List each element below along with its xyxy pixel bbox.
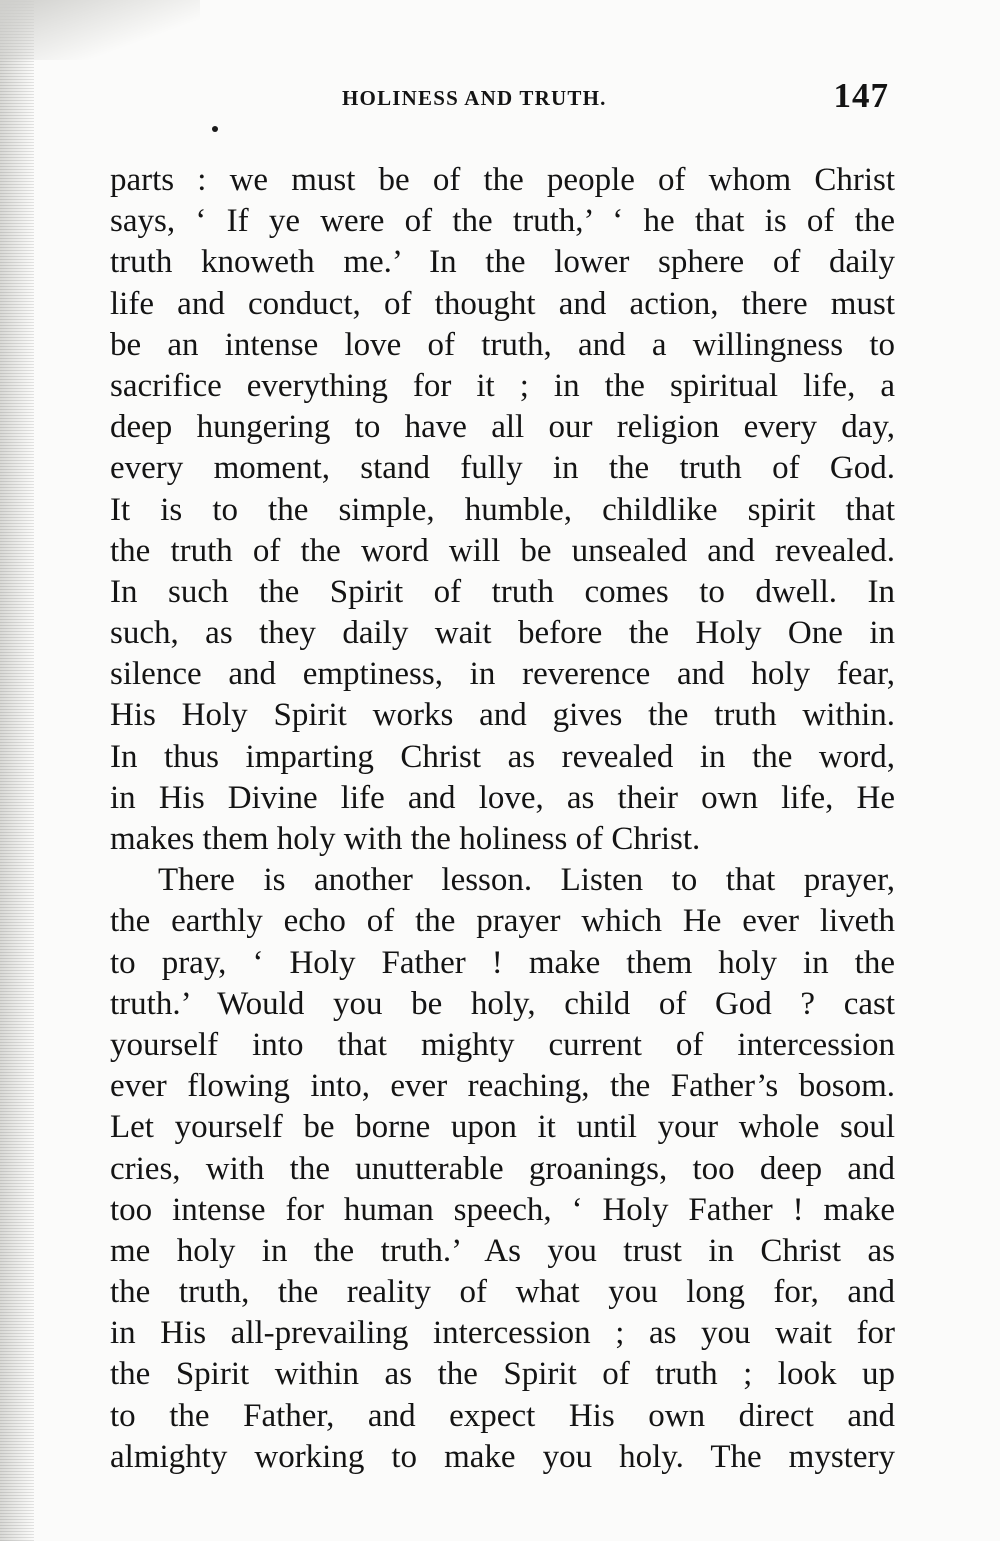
text-line: the Spirit within as the Spirit of truth ; look up	[110, 1356, 895, 1393]
ink-speck	[212, 126, 218, 132]
text-line-paragraph-end: makes them holy with the holiness of Christ.	[110, 821, 701, 857]
text-line: parts : we must be of the people of whom Christ	[110, 162, 895, 198]
text-line: in His Divine life and love, as their own life, He	[110, 779, 895, 816]
text-line: His Holy Spirit works and gives the truth within.	[110, 697, 895, 734]
text-line: almighty working to make you holy. The mystery	[110, 1438, 895, 1475]
page-number: 147	[833, 76, 889, 115]
text-line: cries, with the unutterable groanings, too deep and	[110, 1150, 895, 1187]
text-line: sacrifice everything for it ; in the spiritual life, a	[110, 367, 895, 404]
scan-shadow	[0, 0, 200, 60]
body-text	[110, 160, 895, 1478]
running-head	[110, 76, 895, 120]
page-binding-edge	[0, 0, 34, 1541]
text-line: to pray, ‘ Holy Father ! make them holy in the	[110, 944, 895, 981]
text-line: truth.’ Would you be holy, child of God ? cast	[110, 985, 895, 1022]
text-line: ever flowing into, ever reaching, the Father’s bosom.	[110, 1068, 895, 1105]
text-line: too intense for human speech, ‘ Holy Father ! make	[110, 1191, 895, 1228]
text-line: life and conduct, of thought and action, there must	[110, 285, 895, 322]
text-line: me holy in the truth.’ As you trust in Christ as	[110, 1232, 895, 1269]
text-line: in His all-prevailing intercession ; as you wait for	[110, 1315, 895, 1352]
text-line: yourself into that mighty current of intercession	[110, 1026, 895, 1063]
text-line: Let yourself be borne upon it until your whole soul	[110, 1109, 895, 1146]
text-line: deep hungering to have all our religion every day,	[110, 409, 895, 446]
text-line: every moment, stand fully in the truth of God.	[110, 450, 895, 487]
text-line: such, as they daily wait before the Holy One in	[110, 615, 895, 652]
text-line: silence and emptiness, in reverence and holy fear,	[110, 656, 895, 693]
text-line: the earthly echo of the prayer which He ever liveth	[110, 903, 895, 940]
text-line: truth knoweth me.’ In the lower sphere of daily	[110, 244, 895, 281]
text-line: says, ‘ If ye were of the truth,’ ‘ he that is of the	[110, 203, 895, 240]
text-line-paragraph-start: There is another lesson. Listen to that prayer,	[158, 862, 895, 899]
text-line: the truth of the word will be unsealed and revealed.	[110, 532, 895, 569]
text-line: to the Father, and expect His own direct and	[110, 1397, 895, 1434]
text-line: the truth, the reality of what you long for, and	[110, 1274, 895, 1311]
text-line: be an intense love of truth, and a willingness to	[110, 326, 895, 363]
text-line: In such the Spirit of truth comes to dwell. In	[110, 573, 895, 610]
text-line: It is to the simple, humble, childlike spirit that	[110, 491, 895, 528]
running-title: HOLINESS AND TRUTH.	[342, 86, 607, 110]
text-line: In thus imparting Christ as revealed in the word,	[110, 738, 895, 775]
